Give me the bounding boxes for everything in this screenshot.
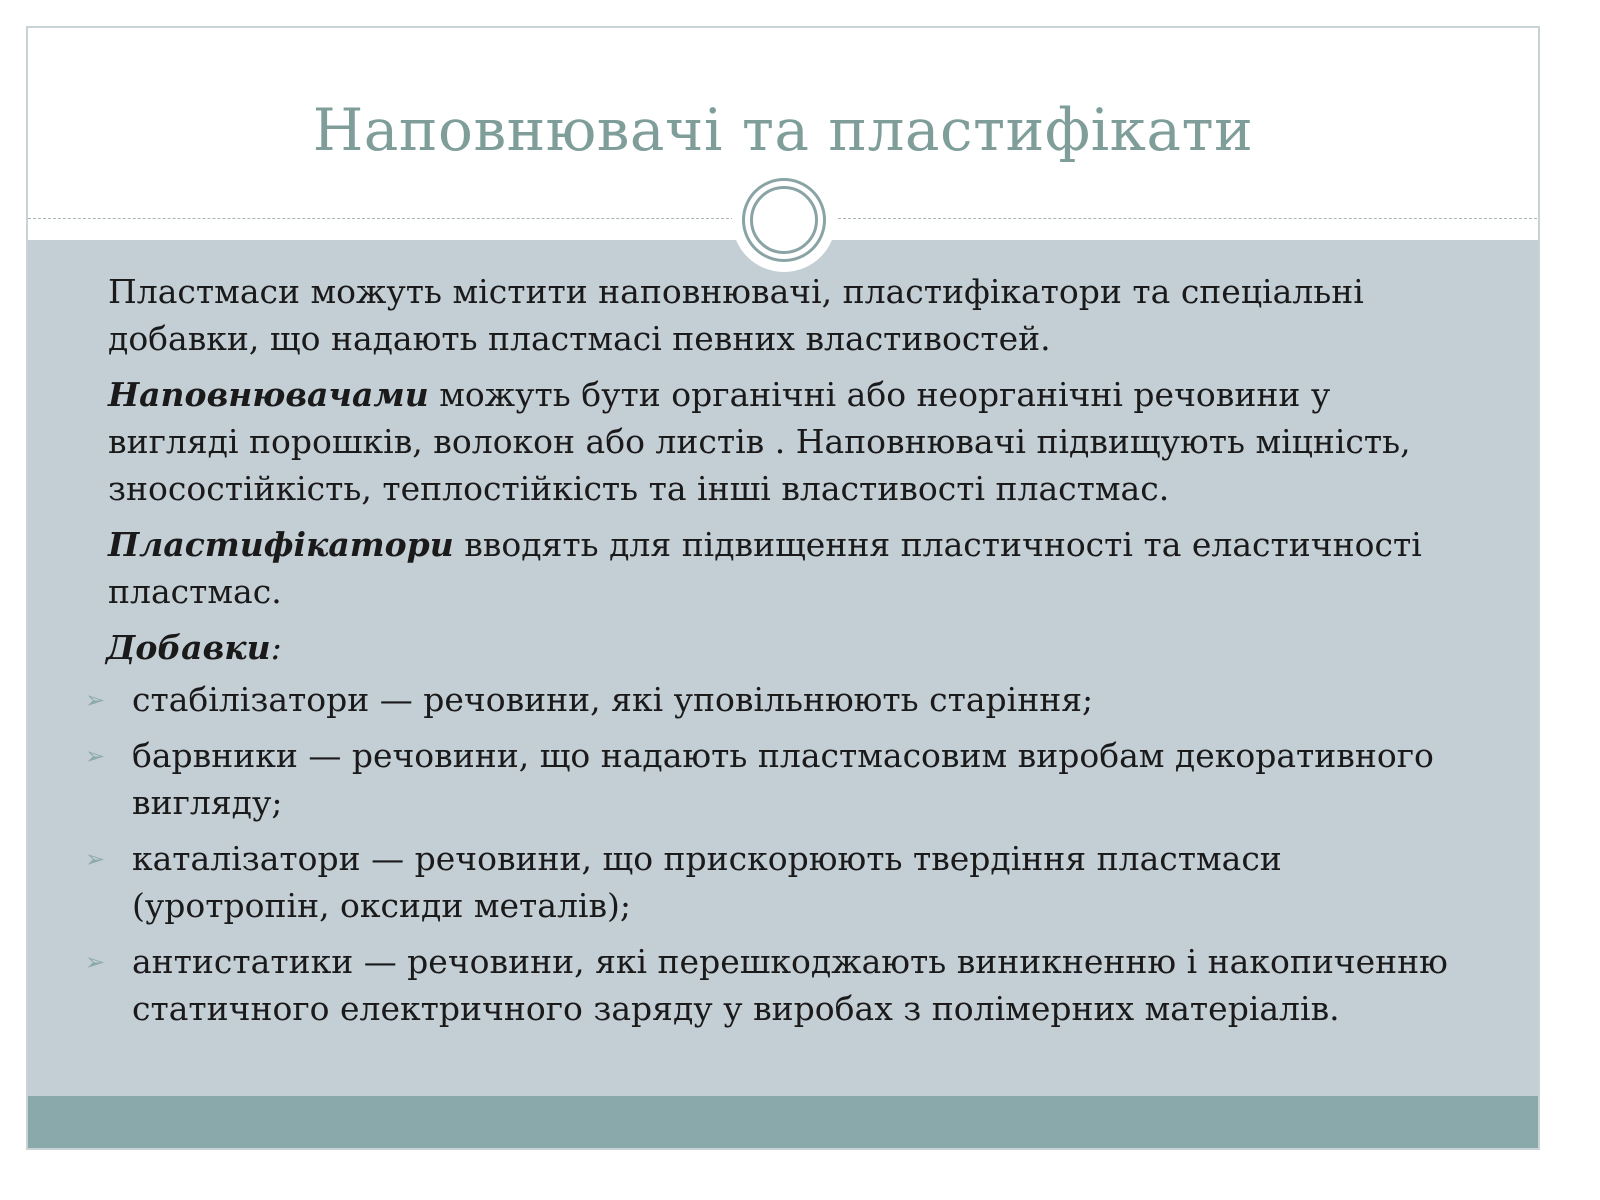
list-item <box>85 676 1468 723</box>
fillers-text: можуть бути органічні або неорганічні речовини у вигляді порошків, волокон або листів . Наповнювачі підвищують міцність, зносостійкість, теплостійкість та інші властивості пластмас. <box>108 375 1411 508</box>
circle-ring-inner <box>750 186 818 254</box>
circle-ornament-icon <box>732 168 836 272</box>
additives-heading <box>106 624 1468 671</box>
additives-heading-term: Добавки <box>106 628 271 667</box>
arrow-bullet-icon: ➢ <box>85 742 106 770</box>
list-item <box>85 835 1468 929</box>
additives-heading-colon: : <box>270 628 282 667</box>
slide <box>26 26 1540 1150</box>
divider-left <box>28 218 734 219</box>
slide-body <box>85 268 1468 1041</box>
list-item <box>85 938 1468 1032</box>
list-item-text: антистатики — речовини, які перешкоджають виникненню і накопиченню статичного електричного заряду у виробах з полімерних матеріалів. <box>132 942 1448 1028</box>
slide-title: Наповнювачі та пластифікати <box>312 96 1254 164</box>
additives-list <box>85 676 1468 1032</box>
plasticizers-paragraph <box>108 521 1468 615</box>
plasticizers-text: вводять для підвищення пластичності та еластичності пластмас. <box>108 525 1422 611</box>
footer-band <box>28 1096 1538 1150</box>
intro-text: Пластмаси можуть містити наповнювачі, пластифікатори та спеціальні добавки, що надають пластмасі певних властивостей. <box>108 272 1364 358</box>
arrow-bullet-icon: ➢ <box>85 686 106 714</box>
list-item-text: каталізатори — речовини, що прискорюють твердіння пластмаси (уротропін, оксиди металів); <box>132 839 1282 925</box>
fillers-term: Наповнювачами <box>108 375 429 414</box>
intro-paragraph <box>108 268 1468 362</box>
fillers-paragraph <box>108 371 1468 512</box>
arrow-bullet-icon: ➢ <box>85 948 106 976</box>
divider-right <box>838 218 1540 219</box>
arrow-bullet-icon: ➢ <box>85 845 106 873</box>
list-item <box>85 732 1468 826</box>
list-item-text: барвники — речовини, що надають пластмасовим виробам декоративного вигляду; <box>132 736 1434 822</box>
list-item-text: стабілізатори — речовини, які уповільнюють старіння; <box>132 680 1094 719</box>
circle-ring <box>742 178 826 262</box>
plasticizers-term: Пластифікатори <box>108 525 454 564</box>
